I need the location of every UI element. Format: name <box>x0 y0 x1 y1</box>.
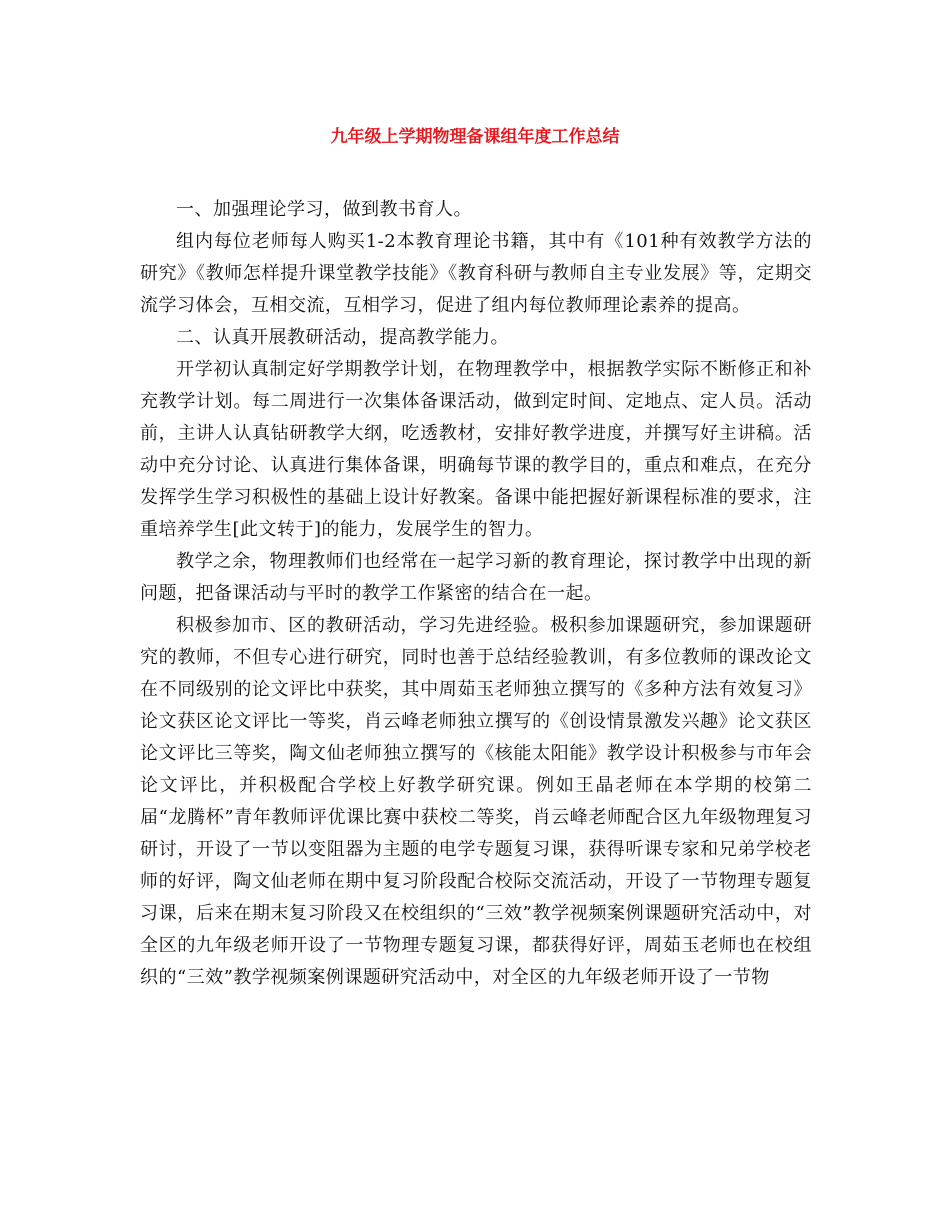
paragraph-3: 教学之余，物理教师们也经常在一起学习新的教育理论，探讨教学中出现的新问题，把备课活动与平时的教学工作紧密的结合在一起。 <box>140 551 812 604</box>
document-body <box>140 194 812 994</box>
section-heading-1: 一、加强理论学习，做到教书育人。 <box>176 199 472 220</box>
page-title: 九年级上学期物理备课组年度工作总结 <box>330 127 620 147</box>
paragraph-1: 组内每位老师每人购买1-2本教育理论书籍，其中有《101种有效教学方法的研究》《教师怎样提升课堂教学技能》《教育科研与教师自主专业发展》等，定期交流学习体会，互相交流，互相学习，促进了组内每位教师理论素养的提高。 <box>140 231 812 316</box>
paragraph-2: 开学初认真制定好学期教学计划，在物理教学中，根据教学实际不断修正和补充教学计划。每二周进行一次集体备课活动，做到定时间、定地点、定人员。活动前，主讲人认真钻研教学大纲，吃透教材，安排好教学进度，并撰写好主讲稿。活动中充分讨论、认真进行集体备课，明确每节课的教学目的，重点和难点，在充分发挥学生学习积极性的基础上设计好教案。备课中能把握好新课程标准的要求，注重培养学生[此文转于]的能力，发展学生的智力。 <box>140 359 812 540</box>
paragraph-4: 积极参加市、区的教研活动，学习先进经验。极积参加课题研究，参加课题研究的教师，不但专心进行研究，同时也善于总结经验教训，有多位教师的课改论文在不同级别的论文评比中获奖，其中周茹玉老师独立撰写的《多种方法有效复习》论文获区论文评比一等奖，肖云峰老师独立撰写的《创设情景激发兴趣》论文获区论文评比三等奖，陶文仙老师独立撰写的《核能太阳能》教学设计积极参与市年会论文评比，并积极配合学校上好教学研究课。例如王晶老师在本学期的校第二届“龙腾杯”青年教师评优课比赛中获校二等奖，肖云峰老师配合区九年级物理复习研讨，开设了一节以变阻器为主题的电学专题复习课，获得听课专家和兄弟学校老师的好评，陶文仙老师在期中复习阶段配合校际交流活动，开设了一节物理专题复习课，后来在期末复习阶段又在校组织的“三效”教学视频案例课题研究活动中，对全区的九年级老师开设了一节物理专题复习课，都获得好评，周茹玉老师也在校组织的“三效”教学视频案例课题研究活动中，对全区的九年级老师开设了一节物 <box>140 615 812 988</box>
section-heading-2: 二、认真开展教研活动，提高教学能力。 <box>176 327 509 348</box>
